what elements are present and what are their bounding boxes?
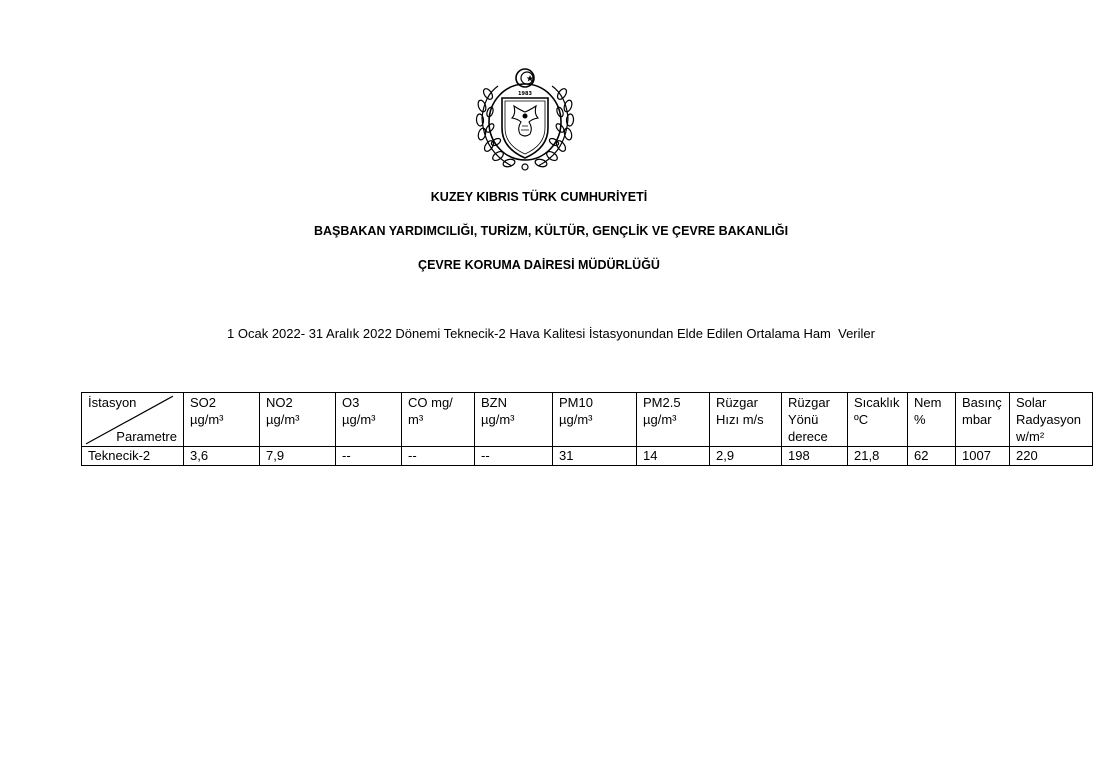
state-emblem <box>472 66 578 176</box>
value-cell: 14 <box>637 447 710 466</box>
report-subtitle: 1 Ocak 2022- 31 Aralık 2022 Dönemi Teknecik-2 Hava Kalitesi İstasyonundan Elde Edilen Ortalama Ham Veriler <box>227 326 875 341</box>
column-header-line: O3 <box>342 395 360 410</box>
column-header-line: % <box>914 412 926 427</box>
column-header-line: µg/m³ <box>481 412 515 427</box>
emblem-year: 1983 <box>518 91 532 97</box>
column-header <box>956 393 1010 447</box>
table-header-row <box>82 393 1093 447</box>
column-header-line: BZN <box>481 395 507 410</box>
column-header-line: Radyasyon <box>1016 412 1082 427</box>
column-header-line: Basınç <box>962 395 1002 410</box>
column-header-line: Hızı m/s <box>716 412 764 427</box>
value-cell: 220 <box>1010 447 1093 466</box>
header-corner-cell <box>82 393 184 447</box>
column-header-line: NO2 <box>266 395 293 410</box>
corner-station-label: İstasyon <box>88 395 137 410</box>
value-cell: 2,9 <box>710 447 782 466</box>
value-cell: 198 <box>782 447 848 466</box>
column-header <box>260 393 336 447</box>
column-header-line: µg/m³ <box>266 412 300 427</box>
column-header-line: ºC <box>854 412 869 427</box>
corner-parameter-label: Parametre <box>116 429 177 444</box>
value-cell: -- <box>336 447 402 466</box>
column-header <box>475 393 553 447</box>
value-cell: 21,8 <box>848 447 908 466</box>
value-cell: 62 <box>908 447 956 466</box>
column-header-line: derece <box>788 429 828 444</box>
column-header <box>710 393 782 447</box>
value-cell: -- <box>475 447 553 466</box>
column-header-line: µg/m³ <box>643 412 677 427</box>
table-row <box>82 447 1093 466</box>
value-cell: 3,6 <box>184 447 260 466</box>
value-cell: -- <box>402 447 475 466</box>
column-header-line: mbar <box>962 412 992 427</box>
column-header <box>402 393 475 447</box>
station-cell: Teknecik-2 <box>82 447 184 466</box>
column-header <box>553 393 637 447</box>
column-header <box>908 393 956 447</box>
column-header-line: µg/m³ <box>342 412 376 427</box>
column-header <box>184 393 260 447</box>
air-quality-table <box>81 392 1093 466</box>
column-header-line: Sıcaklık <box>854 395 900 410</box>
column-header-line: Solar <box>1016 395 1047 410</box>
value-cell: 31 <box>553 447 637 466</box>
column-header <box>336 393 402 447</box>
column-header <box>1010 393 1093 447</box>
column-header-line: CO mg/ <box>408 395 453 410</box>
dove-icon <box>512 106 538 136</box>
department-title: ÇEVRE KORUMA DAİRESİ MÜDÜRLÜĞÜ <box>418 258 660 272</box>
column-header <box>782 393 848 447</box>
column-header-line: Rüzgar <box>716 395 758 410</box>
column-header-line: PM2.5 <box>643 395 681 410</box>
value-cell: 1007 <box>956 447 1010 466</box>
column-header-line: Nem <box>914 395 942 410</box>
ministry-title: BAŞBAKAN YARDIMCILIĞI, TURİZM, KÜLTÜR, GENÇLİK VE ÇEVRE BAKANLIĞI <box>313 224 789 238</box>
column-header-line: w/m² <box>1016 429 1045 444</box>
value-cell: 7,9 <box>260 447 336 466</box>
column-header-line: µg/m³ <box>559 412 593 427</box>
column-header <box>848 393 908 447</box>
column-header-line: SO2 <box>190 395 217 410</box>
column-header-line: m³ <box>408 412 424 427</box>
column-header-line: PM10 <box>559 395 593 410</box>
column-header-line: Rüzgar <box>788 395 830 410</box>
column-header-line: Yönü <box>788 412 819 427</box>
column-header-line: µg/m³ <box>190 412 224 427</box>
country-title: KUZEY KIBRIS TÜRK CUMHURİYETİ <box>430 190 648 204</box>
column-header <box>637 393 710 447</box>
